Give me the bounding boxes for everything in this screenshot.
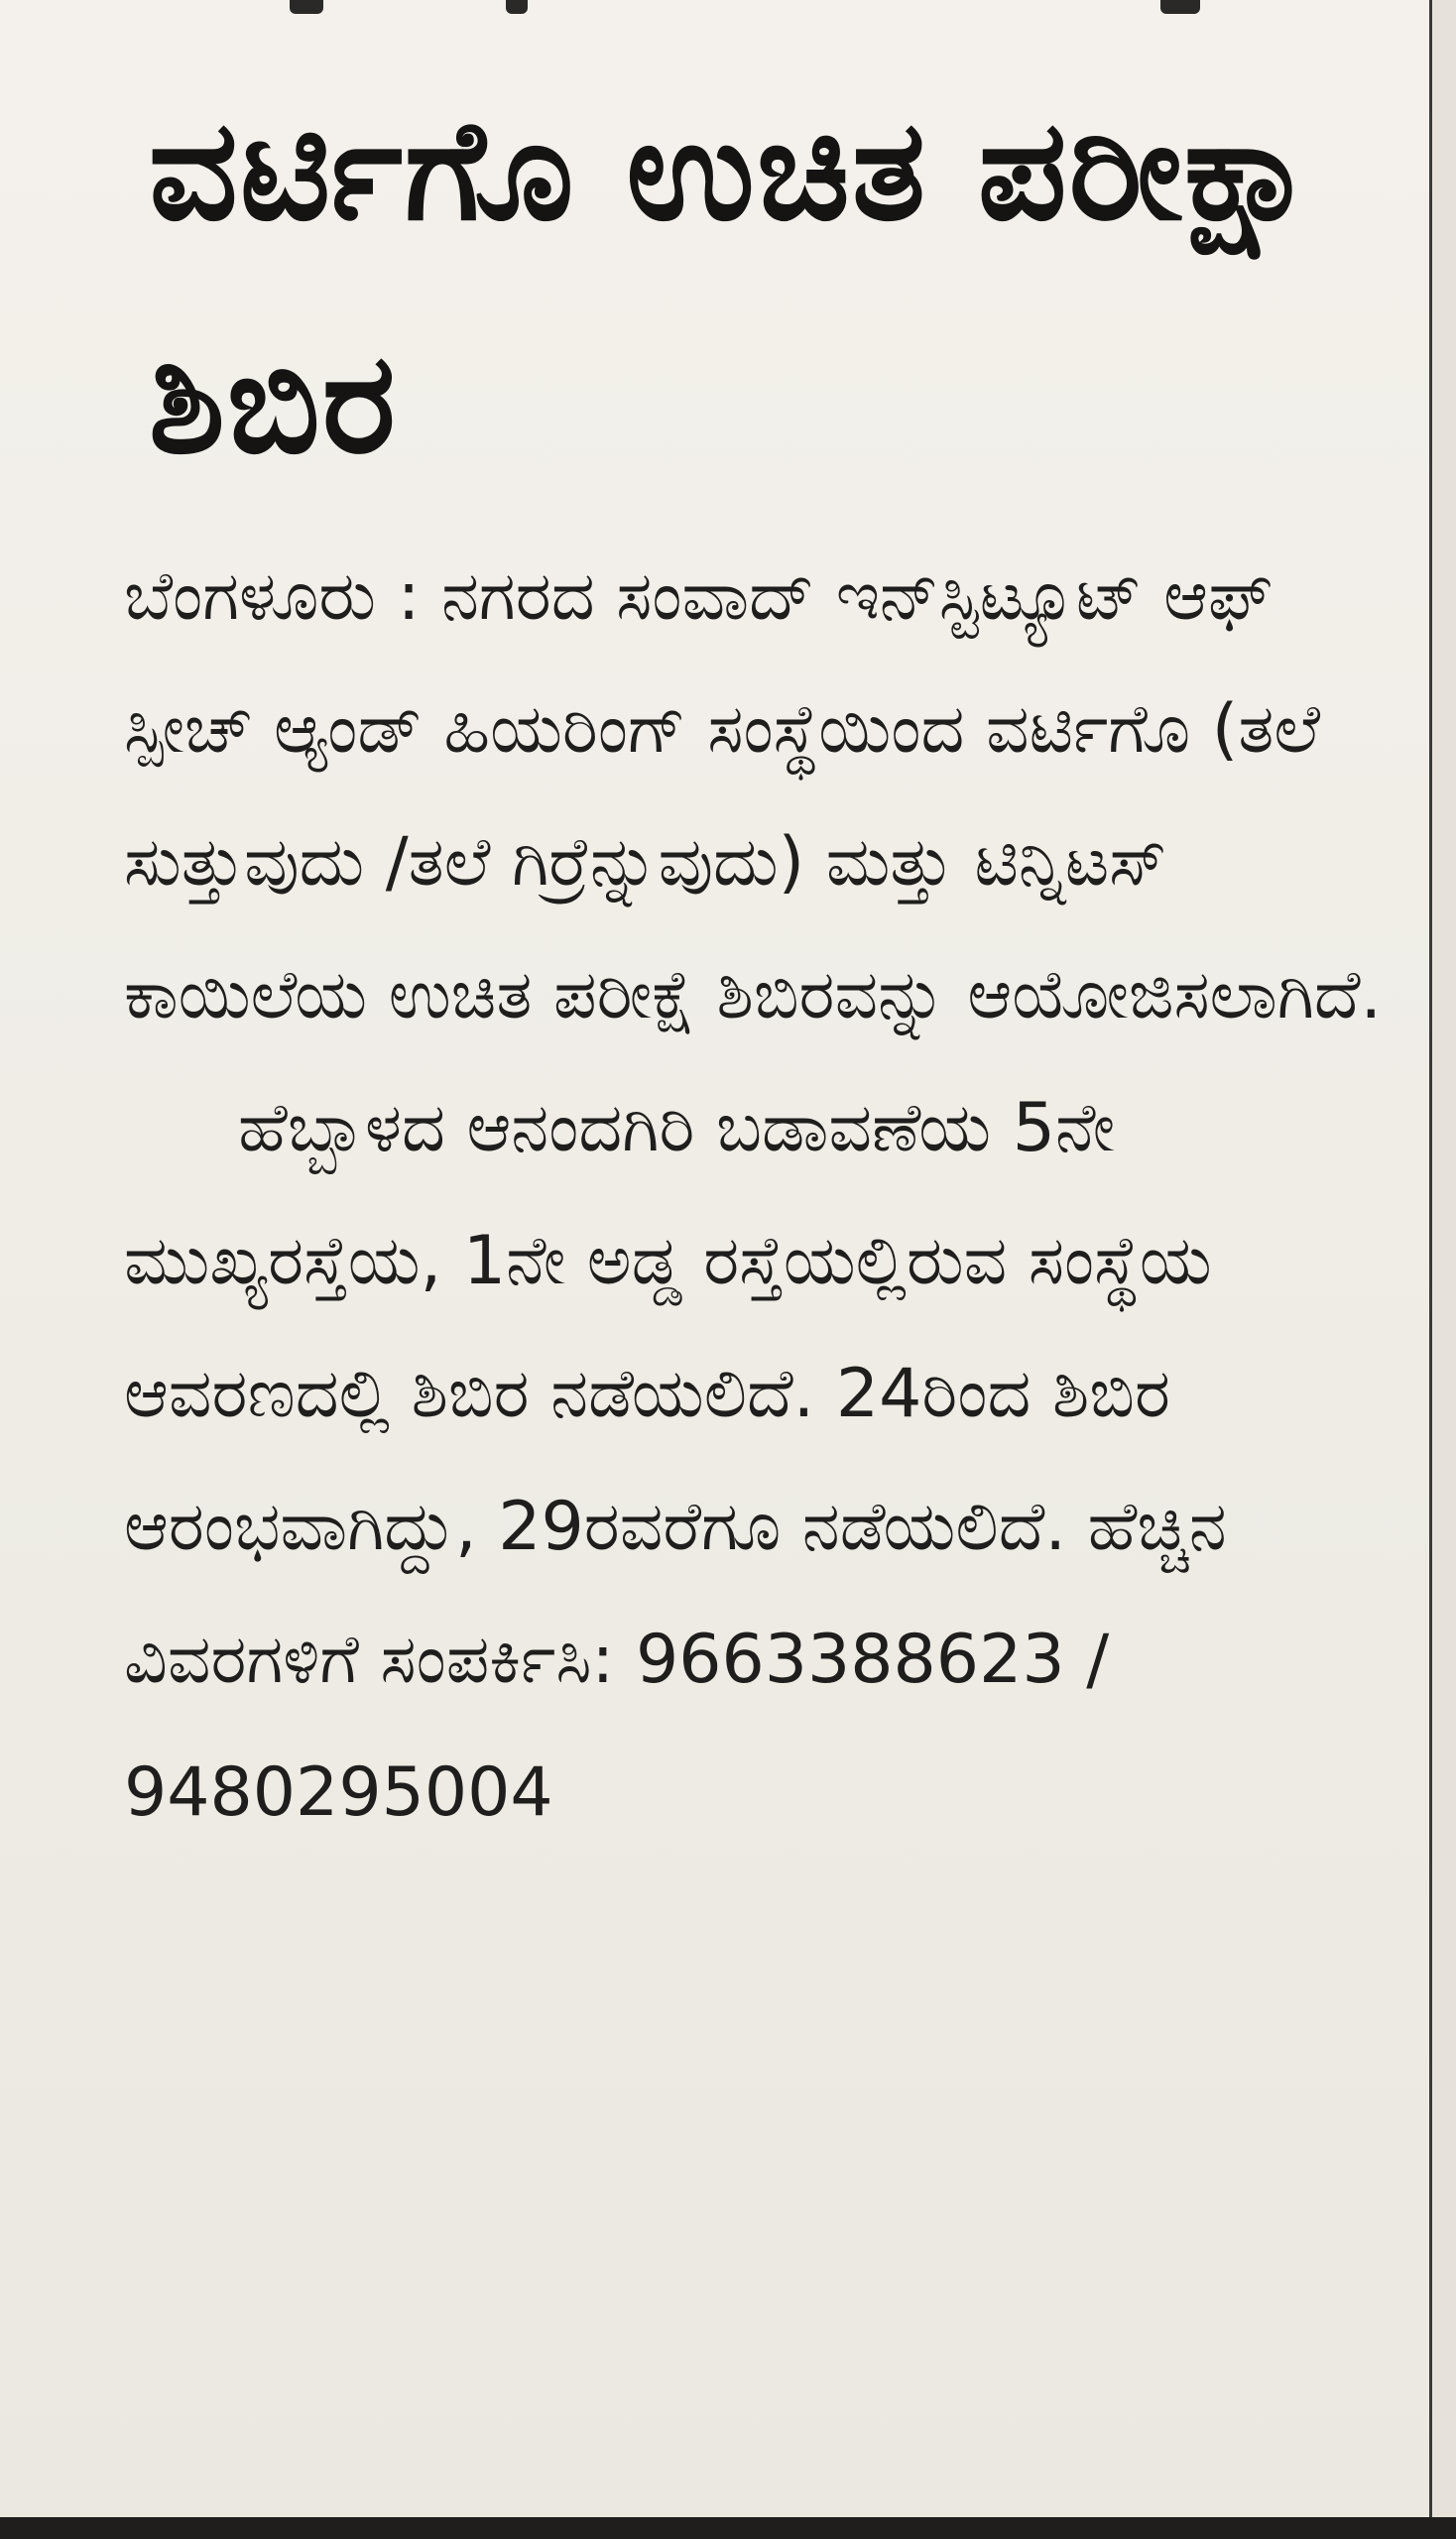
page-margin	[1432, 0, 1456, 2539]
ink-scrap	[290, 0, 323, 14]
article-paragraph: ಬೆಂಗಳೂರು : ನಗರದ ಸಂವಾದ್ ಇನ್‌ಸ್ಟಿಟ್ಯೂಟ್ ಆಫ್ ಸ್ಪೀಚ್ ಆ್ಯಂಡ್ ಹಿಯರಿಂಗ್ ಸಂಸ್ಥೆಯಿಂದ ವರ್ಟಿಗೊ (ತಲೆ ಸುತ್ತುವುದು /ತಲೆ ಗಿರ್ರೆನ್ನುವುದು) ಮತ್ತು ಟಿನ್ನಿಟಸ್ ಕಾಯಿಲೆಯ ಉಚಿತ ಪರೀಕ್ಷೆ ಶಿಬಿರವನ್ನು ಆಯೋಜಿಸಲಾಗಿದೆ.	[124, 557, 1383, 1034]
torn-top-edge	[0, 0, 1456, 26]
article-paragraph-indented	[124, 1062, 1413, 1860]
bottom-edge-band	[0, 2517, 1456, 2539]
article-headline: ವರ್ಟಿಗೊ ಉಚಿತ ಪರೀಕ್ಷಾ ಶಿಬಿರ	[149, 90, 1319, 485]
article-body	[124, 531, 1413, 1860]
ink-scrap	[506, 0, 528, 14]
article-paragraph-text: ಹೆಬ್ಬಾಳದ ಆನಂದಗಿರಿ ಬಡಾವಣೆಯ 5ನೇ ಮುಖ್ಯರಸ್ತೆಯ, 1ನೇ ಅಡ್ಡ ರಸ್ತೆಯಲ್ಲಿರುವ ಸಂಸ್ಥೆಯ ಆವರಣದಲ್ಲಿ ಶಿಬಿರ ನಡೆಯಲಿದೆ. 24ರಿಂದ ಶಿಬಿರ ಆರಂಭವಾಗಿದ್ದು, 29ರವರೆಗೂ ನಡೆಯಲಿದೆ. ಹೆಚ್ಚಿನ ವಿವರಗಳಿಗೆ ಸಂಪರ್ಕಿಸಿ: 9663388623 / 9480295004	[124, 1089, 1227, 1832]
ink-scrap	[1160, 0, 1200, 14]
